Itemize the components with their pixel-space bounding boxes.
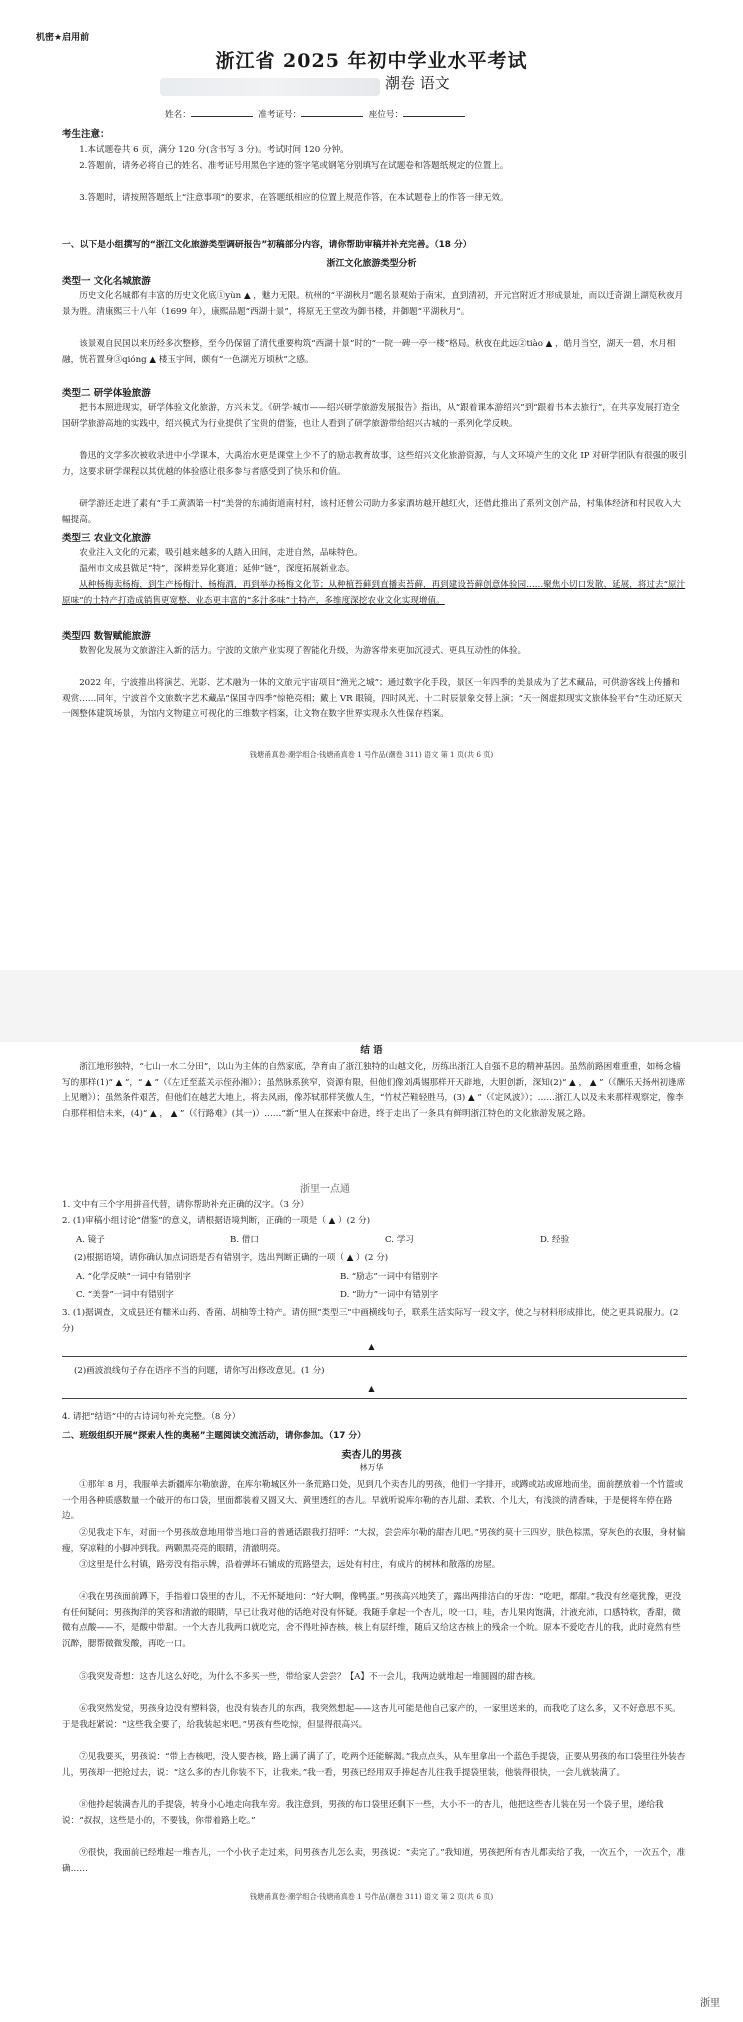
page-1-footer: 钱塘甬真卷·潮学组合·钱塘甬真卷 1 号作品(潮卷 311) 语文 第 1 页(共 6 页) (249, 750, 494, 759)
story-title: 卖杏儿的男孩 (341, 1450, 402, 1461)
type4-heading: 类型四 数智赋能旅游 (62, 631, 151, 642)
type3-paragraph-1: 农业注入文化的元素，吸引越来越多的人踏入田间，走进自然，品味特色。 (79, 548, 363, 558)
story-paragraph-4: ④我在男孩面前蹲下，手指着口袋里的杏儿，不无怀疑地问：“好大啊，像鸭蛋。”男孩高兴地笑了，露出两排洁白的牙齿：“吃吧，都甜。”我没有丝毫犹豫，更没有任何疑问；男孩掏洋的笑容和清澈的眼睛，早已让我对他的话绝对没有怀疑。我随手拿起一个杏儿，咬一口，哇，杏儿果肉饱满，汁液充沛，口感特软，香甜，微微有点酸——不，是酸中带甜。一个大杏儿我两口就吃完，舍不得吐掉杏核，核上有层纤维，随后又给这杏核上的残余一个吮。原本不爱吃杏儿的我，此时竟然有些沉醉，腮帮微微发酸，再吃一口。 (62, 1592, 682, 1649)
question-2-1: 2. (1)审稿小组讨论“借鉴”的意义，请根据语境判断，正确的一项是（ ▲ ）(2 分) (62, 1216, 371, 1226)
name-label: 姓名： (165, 110, 191, 120)
story-paragraph-9: ⑨很快，我面前已经堆起一堆杏儿，一个小伙子走过来，问男孩杏儿怎么卖，男孩说：“卖完了。”我知道，男孩把所有杏儿都卖给了我，一次五个，一次五个，准确…… (62, 1848, 686, 1874)
seat-no-blank (403, 107, 465, 117)
q2-option-a: A. 镜子 (76, 1235, 105, 1245)
type2-paragraph-1: 把书本照进现实，研学体验文化旅游，方兴未艾。《研学·城市——绍兴研学旅游发展报告》指出，从“跟着课本游绍兴”到“跟着书本去旅行”，在共享发展打造全国研学旅游高地的实践中，绍兴模式为行业提供了宝贵的借鉴，也让人看到了研学旅游带给绍兴古城的一系列化学反映。 (62, 403, 680, 429)
story-paragraph-1: ①那年 8 月，我服单去新疆库尔勒旅游，在库尔勒城区外一条荒路口处，见到几个卖杏儿的男孩，他们一字排开，或蹲或站或席地而坐，面前摆放着一个竹篮或一个用各种质感数量一个破开的布口袋，里面都装着又圆又大、黄里透红的杏儿。早就听说库尔勒的杏儿甜、柔软、个儿大，有浅淡的清香味，于是便将车停在路边。 (62, 1480, 684, 1522)
exam-no-label: 准考证号： (258, 110, 302, 120)
q2b-option-a: A. “化学反映”一词中有错别字 (76, 1272, 191, 1282)
story-paragraph-8: ⑧他拎起装满杏儿的手提袋，转身小心地走向我车旁。我注意到，男孩的布口袋里还剩下一些，大小不一的杏儿，他把这些杏儿装在另一个袋子里，递给我说：“叔叔，这些是小的，不要钱，你带着路上吃。” (62, 1800, 664, 1826)
corner-watermark: 浙里 (700, 1998, 720, 2009)
exam-subtitle: 潮卷 语文 (385, 74, 450, 92)
q2b-option-d: D. “助力”一词中有错别字 (340, 1290, 439, 1300)
conclusion-paragraph: 浙江地形独特，“七山一水二分田”，以山为主体的自然家底，孕育由了浙江独特的山越文化，历练出浙江人自强不息的精神基因。虽然前路困难重重，如杨念樯写的那样(1)“ ▲ ”，“ ▲ ”（《左迁至蓝关示侄孙湘》）；虽然脉系狭窄，资源有限，但他们像刘禹锡那样开天辟地，大胆创新，深知(2)“ ▲ ， ▲ ”（《酬乐天扬州初逢席上见赠》）；虽然条件艰苦，但他们在越艺大地上，将去风雨，像苏轼那样笑傲人生，“竹杖芒鞋轻胜马，(3) ▲ ”（《定风波》）；……浙江人以及未来那样观察定，像李白那样相信未来，(4)“ ▲ ， ▲ ”（《行路难》(其一)）……“新”里人在探索中奋进，终于走出了一条具有鲜明浙江特色的文化旅游发展之路。 (62, 1062, 686, 1119)
type1-paragraph-2: 该景观自民国以来历经多次整修，至今仍保留了清代重要构筑“西湖十景”时的“一院一碑一亭一楼”格局。秋夜在此远②tiào ▲ ，皓月当空，湖天一碧，水月相融，恍若置身③qióng ▲ 楼玉宇间，颇有“一色湖光万顷秋”之感。 (62, 339, 676, 365)
type2-paragraph-2: 鲁迅的文学多次被收录进中小学课本，大禹治水更是课堂上少不了的励志教育故事，这些绍兴文化旅游资源，与人文环境产生的文化 IP 对研学团队有很强的吸引力，这要求研学课程以其优越的体验感让很多参与者感受到了快乐和价值。 (62, 451, 687, 477)
report-title: 浙江文化旅游类型分析 (326, 259, 417, 269)
story-paragraph-7: ⑦见我要买，男孩说：“带上杏核吧，没人要杏核，路上满了满了了，吃两个还能解渴。”我点点头，从车里拿出一个蓝色手提袋，正要从男孩的布口袋里往外装杏儿，男孩却一把抢过去，说：“这么多的杏儿你装不下，让我来。”我一看，男孩已经用双手捧起杏儿往我手提袋里装，他装得很快，一会儿就装满了。 (62, 1752, 686, 1778)
story-paragraph-6: ⑥我突然发觉，男孩身边没有塑料袋，也没有装杏儿的东西，我突然想起——这杏儿可能是他自己家产的，一家里送来的，而我吃了这么多，又不好意思不买。于是我赶紧说：“这些我全要了，给我装起来吧。”男孩有些吃惊，但显得很高兴。 (62, 1704, 681, 1730)
page-2-footer: 钱塘甬真卷·潮学组合·钱塘甬真卷 1 号作品(潮卷 311) 语文 第 2 页(共 6 页) (249, 1892, 494, 1901)
type2-paragraph-3: 研学游还走进了素有“手工黄酒第一村”美誉的东浦街道南村村，该村还曾公司助力多家酒坊越开越红火，还借此推出了系列文创产品，村集体经济和村民收入大幅提高。 (62, 499, 681, 525)
type4-paragraph-1: 数智化发展为文旅游注入新的活力。宁波的文旅产业实现了智能化升级，为游客带来更加沉浸式、更具互动性的体验。 (79, 646, 527, 656)
watermark-text: 浙里一点通 (300, 1184, 350, 1195)
section-1-heading: 一、以下是小组撰写的“浙江文化旅游类型调研报告”初稿部分内容，请你帮助审稿并补充完善。（18 分） (62, 240, 472, 250)
q2b-option-b: B. “励志”一词中有错别字 (340, 1272, 438, 1282)
question-3-1: 3. (1)据调查，文成县还有糯米山药、香菌、胡柚等土特产。请仿照“类型三”中画横线句子，联系生活实际写一段文字，使之与材料形成排比，使之更具说服力。(2 分) (62, 1308, 679, 1334)
type1-paragraph-1: 历史文化名城都有丰富的历史文化底①yùn ▲ ，魅力无限。杭州的“平湖秋月”题名景观始于南宋，直到清初，开元宫附近才形成景址，而以迁奇湖上湖览秋夜月景为胜。清康熙三十八年（1699 年），康熙品题“西湖十景”，将原无王堂改为御书楼，并御题“平湖秋月”。 (62, 291, 684, 317)
story-paragraph-5: ⑤我突发奇想：这杏儿这么好吃，为什么不多买一些，带给家人尝尝？【A】不一会儿，我两边就堆起一堆圆圆的甜杏核。 (79, 1672, 541, 1682)
question-2-2: (2)根据语境，请你确认加点词语是否有错别字，选出判断正确的一项（ ▲ ）(2 分) (74, 1253, 389, 1263)
page-separator (0, 970, 743, 1042)
story-paragraph-2: ②见我走下车，对面一个男孩故意地用带当地口音的普通话跟我打招呼：“大叔，尝尝库尔勒的甜杏儿吧。”男孩约莫十三四岁，肤色棕黑，穿灰色的衣服，身材偏瘦，穿凉鞋的小脚冲到我。两颗黑亮亮的眼睛，清澈明亮。 (62, 1528, 686, 1554)
blurred-watermark-band (160, 78, 380, 96)
conclusion-title: 结 语 (360, 1045, 383, 1056)
question-4: 4. 请把“结语”中的古诗词句补充完整。（8 分） (62, 1412, 241, 1422)
section-2-heading: 二、班级组织开展“探索人性的奥秘”主题阅读交流活动，请你参加。（17 分） (62, 1431, 366, 1441)
exam-title: 浙江省 2025 年初中学业水平考试 (215, 50, 528, 72)
notice-item-2: 2.答题前，请务必将自己的姓名、准考证号用黑色字迹的签字笔或钢笔分别填写在试题卷和答题纸规定的位置上。 (79, 161, 509, 171)
answer-line-q3-1 (62, 1356, 687, 1357)
q2-option-b: B. 借口 (230, 1235, 259, 1245)
q2b-option-c: C. “美誉”一词中有错别字 (76, 1290, 174, 1300)
seat-no-label: 座位号： (368, 110, 404, 120)
notice-title: 考生注意： (62, 129, 110, 140)
confidential-mark: 机密★启用前 (36, 33, 90, 43)
question-3-2: (2)画波浪线句子存在语序不当的问题，请你写出修改意见。(1 分) (74, 1366, 325, 1376)
exam-page-1 (0, 0, 743, 970)
name-blank (191, 107, 253, 117)
notice-item-3: 3.答题时，请按照答题纸上“注意事项”的要求，在答题纸相应的位置上规范作答，在本试题卷上的作答一律无效。 (79, 193, 509, 203)
answer-line-q3-2 (62, 1398, 687, 1399)
q2-option-c: C. 学习 (385, 1235, 414, 1245)
answer-mark-q3-1: ▲ (368, 1342, 375, 1351)
type3-heading: 类型三 农业文化旅游 (62, 533, 151, 544)
question-1: 1. 文中有三个字用拼音代替，请你帮助补充正确的汉字。（3 分） (62, 1200, 309, 1210)
answer-mark-q3-2: ▲ (368, 1384, 375, 1393)
q2-option-d: D. 经验 (540, 1235, 570, 1245)
exam-no-blank (301, 107, 363, 117)
type3-paragraph-2: 温州市文成县做足“特”，深耕差异化赛道；延伸“链”，深度拓展新业态。 (79, 564, 355, 574)
type3-paragraph-3-underlined: 从种杨梅卖杨梅，到生产杨梅汁、杨梅酒，再到举办杨梅文化节；从种植苔藓到直播卖苔藓，再到建设苔藓创意体验园……聚焦小切口发散、延展，将过去“原汁原味”的土特产打造成销售更宽整、业态更丰富的“多汁多味”土特产，多维度深挖农业文化实现增值。 (62, 580, 686, 606)
story-author: 林万华 (359, 1463, 384, 1472)
type4-paragraph-2: 2022 年，宁波推出将演艺、光影、艺术融为一体的文旅元宇宙项目“渔光之城”；通过数字化手段，景区一年四季的美景成为了艺术藏品，可供游客线上传播和观赏……同年，宁波首个文旅数字艺术藏品“保国寺四季”惊艳亮相；戴上 VR 眼镜，四时风光、十二时辰景象交替上演；“天一阁虚拟现实文旅体验平台”生动还原天一阁整体建筑场景，为馆内文物建立可视化的三维数字档案，让文物在数字世界实现永久性保存档案。 (62, 678, 683, 720)
story-paragraph-3: ③这里是什么村镇，路旁没有指示牌，沿着弹坏石铺成的荒路望去，远处有村庄，有成片的树林和散落的房屋。 (79, 1560, 501, 1570)
notice-item-1: 1.本试题卷共 6 页，满分 120 分(含书写 3 分)。考试时间 120 分钟。 (79, 145, 349, 155)
type1-heading: 类型一 文化名城旅游 (62, 276, 151, 287)
exam-page-2 (0, 1042, 743, 2022)
type2-heading: 类型二 研学体验旅游 (62, 388, 151, 399)
candidate-fields (165, 107, 465, 120)
